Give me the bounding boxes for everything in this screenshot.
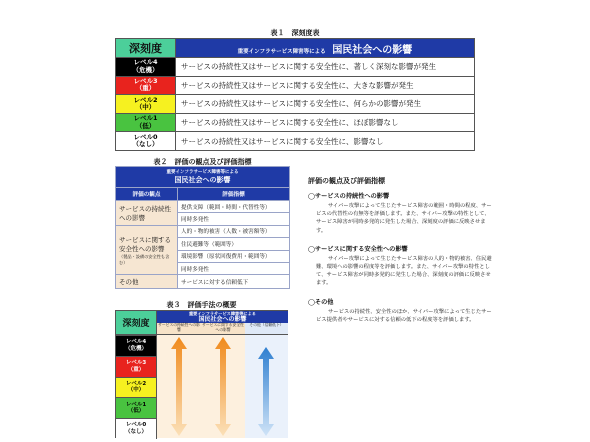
indicator-item: 提供支障（範囲・時間・代替性等） xyxy=(178,200,290,212)
level-0-desc: サービスの持続性又はサービスに関する安全性に、影響なし xyxy=(176,132,475,151)
table1-caption: 表１ 深刻度表 xyxy=(270,29,320,37)
explanation-panel xyxy=(308,176,493,324)
method-overview-table xyxy=(115,310,288,438)
indicator-item: 同時多発性 xyxy=(178,262,290,274)
level-1-desc: サービスの持続性又はサービスに関する安全性に、ほぼ影響なし xyxy=(176,113,475,132)
level-0-cell: レベル0 （なし） xyxy=(116,132,176,151)
section-safety-body: サイバー攻撃によって生じたサービス障害の人的・物的被害、住民避難、環境への影響の程度等を評価します。また、サイバー攻撃の特性として、サービス障害が同時多発的に発生した場合、深刻度の評価に反映させます。 xyxy=(316,255,492,287)
group-other: その他 xyxy=(116,275,178,289)
impact-prefix: 重要インフラサービス障害等による xyxy=(237,48,326,55)
arrow-other-icon xyxy=(258,347,274,436)
t3-impact-header: 重要インフラサービス障害等による 国民社会への影響 xyxy=(157,311,288,323)
t3-level-4: レベル4 （危機） xyxy=(116,335,157,356)
t3-sub-safety: サービスに関する安全性への影響 xyxy=(201,323,245,335)
severity-header: 深刻度 xyxy=(116,39,176,58)
table2-caption: 表２ 評価の観点及び評価指標 xyxy=(153,158,252,166)
section-continuity-heading: ◯サービスの持続性への影響 xyxy=(308,193,390,200)
t3-sub-continuity: サービスの持続性への影響 xyxy=(157,323,201,335)
group-continuity: サービスの持続性への影響 xyxy=(116,200,178,225)
section-safety-heading: ◯サービスに関する安全性への影響 xyxy=(308,245,408,253)
impact-title: 国民社会への影響 xyxy=(332,44,413,56)
indicator-item: 環境影響（原状回復費用・範囲等） xyxy=(178,250,290,262)
explanation-title: 評価の観点及び評価指標 xyxy=(308,177,385,185)
section-continuity-body: サイバー攻撃によって生じたサービス障害の範囲・時間の程度、サービスの代替性の有無等を評価します。また、サイバー攻撃の特性として、サービス障害が同時多発的に発生した場合、深刻度の評価に反映させます。 xyxy=(316,203,492,234)
t3-level-1: レベル1 （低） xyxy=(116,397,157,418)
level-3-desc: サービスの持続性又はサービスに関する安全性に、大きな影響が発生 xyxy=(176,76,475,95)
section-other-heading: ◯その他 xyxy=(308,298,334,306)
t3-arrows xyxy=(157,335,288,438)
t3-sub-other: その他（信頼低下） xyxy=(245,323,288,335)
impact-header xyxy=(176,39,475,58)
level-2-desc: サービスの持続性又はサービスに関する安全性に、何らかの影響が発生 xyxy=(176,95,475,114)
t3-severity-header: 深刻度 xyxy=(116,311,157,335)
t2-impact-header: 重要インフラサービス障害等による 国民社会への影響 xyxy=(116,167,290,188)
t2-col-indicator: 評価指標 xyxy=(178,188,290,200)
level-3-cell: レベル3 （重） xyxy=(116,76,176,95)
indicator-item: サービスに対する信頼低下 xyxy=(178,275,290,289)
indicator-item: 住民避難等（範囲等） xyxy=(178,238,290,250)
indicator-item: 同時多発性 xyxy=(178,213,290,225)
group-safety: サービスに関する安全性への影響 （製品・設備の安全性も含む） xyxy=(116,225,178,275)
indicator-item: 人的・物的被害（人数・被害額等） xyxy=(178,225,290,237)
t3-level-2: レベル2 （中） xyxy=(116,377,157,398)
section-other-body: サービスの持続性、安全性のほか、サイバー攻撃によって生じたサービス提供者やサービスに対する信頼の低下の程度等を評価します。 xyxy=(316,308,492,323)
viewpoint-table xyxy=(115,166,290,289)
level-4-cell: レベル4 （危機） xyxy=(116,58,176,77)
arrow-safety-icon xyxy=(215,337,231,436)
severity-table xyxy=(115,38,475,151)
level-2-cell: レベル2 （中） xyxy=(116,95,176,114)
level-1-cell: レベル1 （低） xyxy=(116,113,176,132)
table3-caption: 表３ 評価手法の概要 xyxy=(166,301,237,309)
arrow-continuity-icon xyxy=(171,337,187,436)
t3-level-0: レベル0 （なし） xyxy=(116,418,157,439)
t3-level-3: レベル3 （重） xyxy=(116,356,157,377)
t2-col-viewpoint: 評価の観点 xyxy=(116,188,178,200)
level-4-desc: サービスの持続性又はサービスに関する安全性に、著しく深刻な影響が発生 xyxy=(176,58,475,77)
